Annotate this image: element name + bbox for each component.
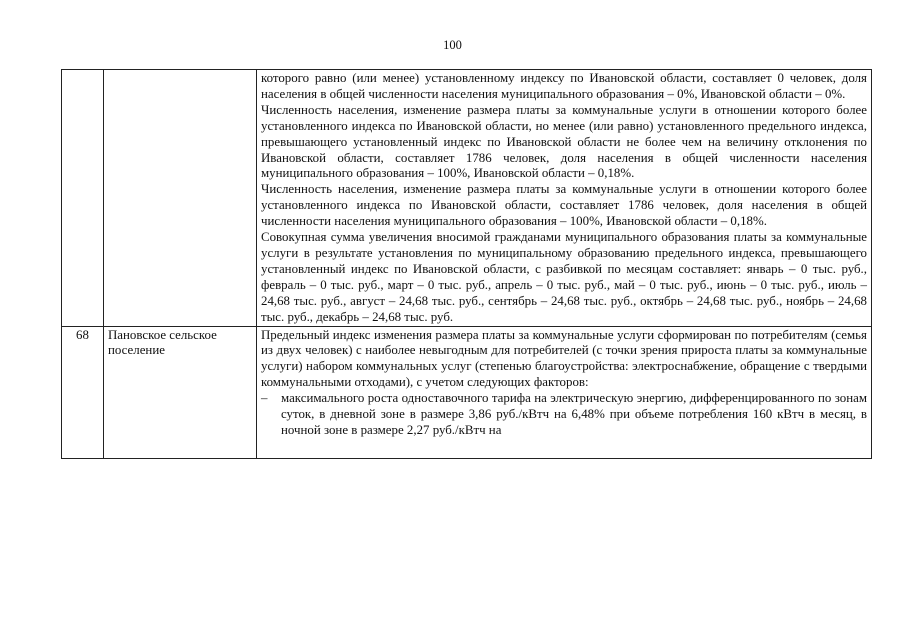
settlement-cell: Пановское сельское поселение	[104, 326, 257, 458]
description-cell	[257, 326, 872, 458]
paragraph: Совокупная сумма увеличения вносимой гражданами муниципального образования платы за коммунальные услуги в результате установления по муниципальному образованию предельного индекса, превышающего установленный индекс по Ивановской области, с разбивкой по месяцам составляет: январь – 0 тыс. руб., февраль – 0 тыс. руб., март – 0 тыс. руб., апрель – 0 тыс. руб., май – 0 тыс. руб., июнь – 0 тыс. руб., июль – 24,68 тыс. руб., август – 24,68 тыс. руб., сентябрь – 24,68 тыс. руб., октябрь – 24,68 тыс. руб., ноябрь – 24,68 тыс. руб., декабрь – 24,68 тыс. руб.	[261, 230, 867, 324]
list-marker: –	[261, 391, 268, 406]
document-table	[61, 69, 872, 459]
table-row	[62, 326, 872, 458]
list-item-text: максимального роста одноставочного тарифа на электрическую энергию, дифференцированного по зонам суток, в дневной зоне в размере 3,86 руб./кВтч на 6,48% при объеме потребления 160 кВтч в месяц, в ночной зоне в размере 2,27 руб./кВтч на	[281, 391, 867, 437]
paragraph: Предельный индекс изменения размера платы за коммунальные услуги сформирован по потребителям (семья из двух человек) с наиболее невыгодным для потребителей (с точки зрения прироста платы за коммунальные услуги) набором коммунальных услуг (степенью благоустройства: электроснабжение, обращение с твердыми коммунальными отходами), с учетом следующих факторов:	[261, 327, 867, 390]
table-row	[62, 70, 872, 327]
settlement-cell	[104, 70, 257, 327]
paragraph: которого равно (или менее) установленному индексу по Ивановской области, составляет 0 человек, доля населения в общей численности населения муниципального образования – 0%, Ивановской области – 0%.	[261, 71, 867, 101]
row-number-cell: 68	[62, 326, 104, 458]
row-number-cell	[62, 70, 104, 327]
description-cell	[257, 70, 872, 327]
paragraph: Численность населения, изменение размера платы за коммунальные услуги в отношении которого более установленного индекса по Ивановской области, но менее (или равно) установленного предельного индекса, превышающего установленный индекс по Ивановской области не более чем на величину отклонения по Ивановской области, составляет 1786 человек, доля населения в общей численности населения муниципального образования – 100%, Ивановской области – 0,18%.	[261, 102, 867, 181]
factor-list	[261, 391, 867, 439]
list-item	[261, 391, 867, 439]
paragraph: Численность населения, изменение размера платы за коммунальные услуги в отношении которого более установленного индекса по Ивановской области, составляет 1786 человек, доля населения в общей численности населения муниципального образования – 100%, Ивановской области – 0,18%.	[261, 182, 867, 229]
page-number: 100	[443, 38, 462, 52]
